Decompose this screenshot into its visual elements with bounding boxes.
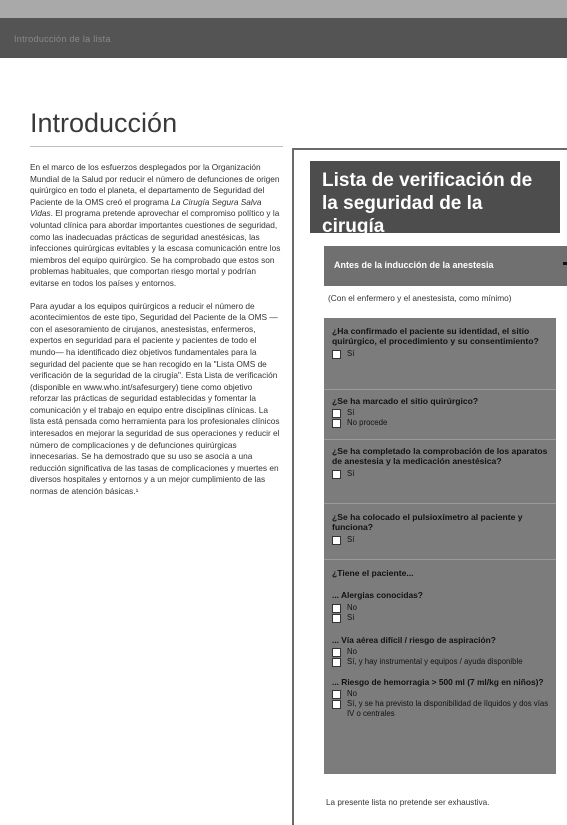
checkbox[interactable] [332, 419, 341, 428]
arrow-connector [563, 262, 567, 265]
checklist-section-header [324, 246, 567, 286]
checklist-title: Lista de verificación de la seguridad de la cirugía [310, 161, 560, 233]
checkbox[interactable] [332, 658, 341, 667]
option-label: No procede [347, 418, 388, 428]
checklist-panel [292, 148, 567, 825]
question-text: ¿Se ha marcado el sitio quirúrgico? [332, 396, 479, 406]
option-label: Sí [347, 612, 355, 622]
question-options [324, 406, 556, 428]
option-label: Sí [347, 468, 355, 478]
checkbox-option[interactable] [332, 469, 556, 479]
intro-paragraph-1-end: . El programa pretende aprovechar el compromiso político y la voluntad clínica para abordar importantes cuestiones de seguridad, como las inadecuadas prácticas de seguridad anestésicas, las infecciones quirúrgicas evitables y la escasa comunicación entre los miembros del equipo quirúrgico. Se ha comprobado que estos son problemas habituales, que comportan riesgo mortal y podrían evitarse en todos los países y entornos. [30, 208, 281, 288]
checklist-footer: La presente lista no pretende ser exhaustiva. [326, 798, 490, 807]
checkbox-option[interactable] [332, 699, 556, 719]
title-divider [30, 146, 283, 147]
checkbox-option[interactable] [332, 689, 556, 699]
checkbox-option[interactable] [332, 349, 556, 359]
section-title: Antes de la inducción de la anestesia [334, 260, 494, 270]
page-title: Introducción [30, 108, 178, 138]
question-anesthesia-check [324, 440, 556, 504]
checkbox[interactable] [332, 470, 341, 479]
option-label: Sí, y se ha previsto la disponibilidad de líquidos y dos vías IV o centrales [347, 699, 549, 719]
checkbox[interactable] [332, 648, 341, 657]
checkbox-option[interactable] [332, 535, 556, 545]
intro-paragraph-1 [30, 162, 282, 290]
option-label: No [347, 689, 357, 699]
question-options [324, 601, 556, 623]
question-text: ¿Se ha completado la comprobación de los aparatos de anestesia y la medicación anestésica? [332, 446, 548, 467]
question-options [324, 687, 556, 719]
option-label: Sí [347, 408, 355, 418]
question-identity [324, 326, 556, 390]
question-options [324, 467, 556, 479]
header-text: Introducción de la lista [14, 34, 111, 44]
checkbox-option[interactable] [332, 613, 556, 623]
question-site-marked [324, 390, 556, 440]
checkbox[interactable] [332, 350, 341, 359]
checkbox-option[interactable] [332, 647, 556, 657]
checkbox[interactable] [332, 604, 341, 613]
questions-box [324, 318, 556, 774]
checkbox-option[interactable] [332, 408, 556, 418]
intro-paragraph-2: Para ayudar a los equipos quirúrgicos a reducir el número de acontecimientos de este tipo, Seguridad del Paciente de la OMS —con el asesoramiento de cirujanos, anestesistas, enfermeros, expertos en seguridad para el paciente y pacientes de todo el mundo— ha identificado diez objetivos fundamentales para la seguridad del paciente que se han recogido en la "Lista OMS de verificación de la seguridad de la cirugía". Esta Lista de verificación (disponible en www.who.int/safesurgery) tiene como objetivo reforzar las prácticas de seguridad establecidas y fomentar la comunicación y el trabajo en equipo entre disciplinas clínicas. La lista está pensada como herramienta para los profesionales clínicos interesados en mejorar la seguridad de sus operaciones y reducir el número de complicaciones y de defunciones quirúrgicas innecesarias. Se ha demostrado que su uso se asocia a una reducción significativa de las tasas de complicaciones y muertes en diversos hospitales y entornos y a un mejor cumplimiento de las normas de atención básicas.¹ [30, 300, 280, 497]
option-label: Sí [347, 534, 355, 544]
checkbox[interactable] [332, 409, 341, 418]
question-options [324, 533, 556, 545]
checklist-note: (Con el enfermero y el anestesista, como mínimo) [328, 293, 512, 303]
checkbox[interactable] [332, 614, 341, 623]
question-options [324, 645, 556, 667]
option-label: Sí, y hay instrumental y equipos / ayuda disponible [347, 656, 523, 666]
program-name: La Cirugía Segura Salva Vidas [30, 196, 262, 219]
option-label: No [347, 602, 357, 612]
checkbox-option[interactable] [332, 418, 556, 428]
page-header-bar [0, 18, 567, 58]
question-text: ¿Ha confirmado el paciente su identidad, el sitio quirúrgico, el procedimiento y su consentimiento? [332, 326, 539, 347]
checkbox[interactable] [332, 536, 341, 545]
intro-paragraph-1-start: En el marco de los esfuerzos desplegados por la Organización Mundial de la Salud por reducir el número de defunciones de origen quirúrgico en todo el planeta, el departamento de Seguridad del Paciente de la OMS creó el programa [30, 162, 280, 207]
checkbox[interactable] [332, 700, 341, 709]
checkbox-option[interactable] [332, 657, 556, 667]
intro-text [30, 162, 282, 509]
checkbox-option[interactable] [332, 603, 556, 613]
question-text: ¿Se ha colocado el pulsioxímetro al paciente y funciona? [332, 512, 523, 533]
checkbox[interactable] [332, 690, 341, 699]
subquestion-airway: ... Vía aérea difícil / riesgo de aspiración? [332, 634, 496, 645]
question-options [324, 347, 556, 359]
option-label: Sí [347, 348, 355, 358]
top-band [0, 0, 567, 18]
subquestion-hemorrhage: ... Riesgo de hemorragia > 500 ml (7 ml/kg en niños)? [332, 676, 544, 687]
option-label: No [347, 646, 357, 656]
question-pulse-oximeter [324, 504, 556, 560]
subquestion-allergies: ... Alergias conocidas? [332, 590, 423, 601]
question-text: ¿Tiene el paciente... [332, 568, 414, 578]
question-patient-risks [324, 560, 556, 774]
